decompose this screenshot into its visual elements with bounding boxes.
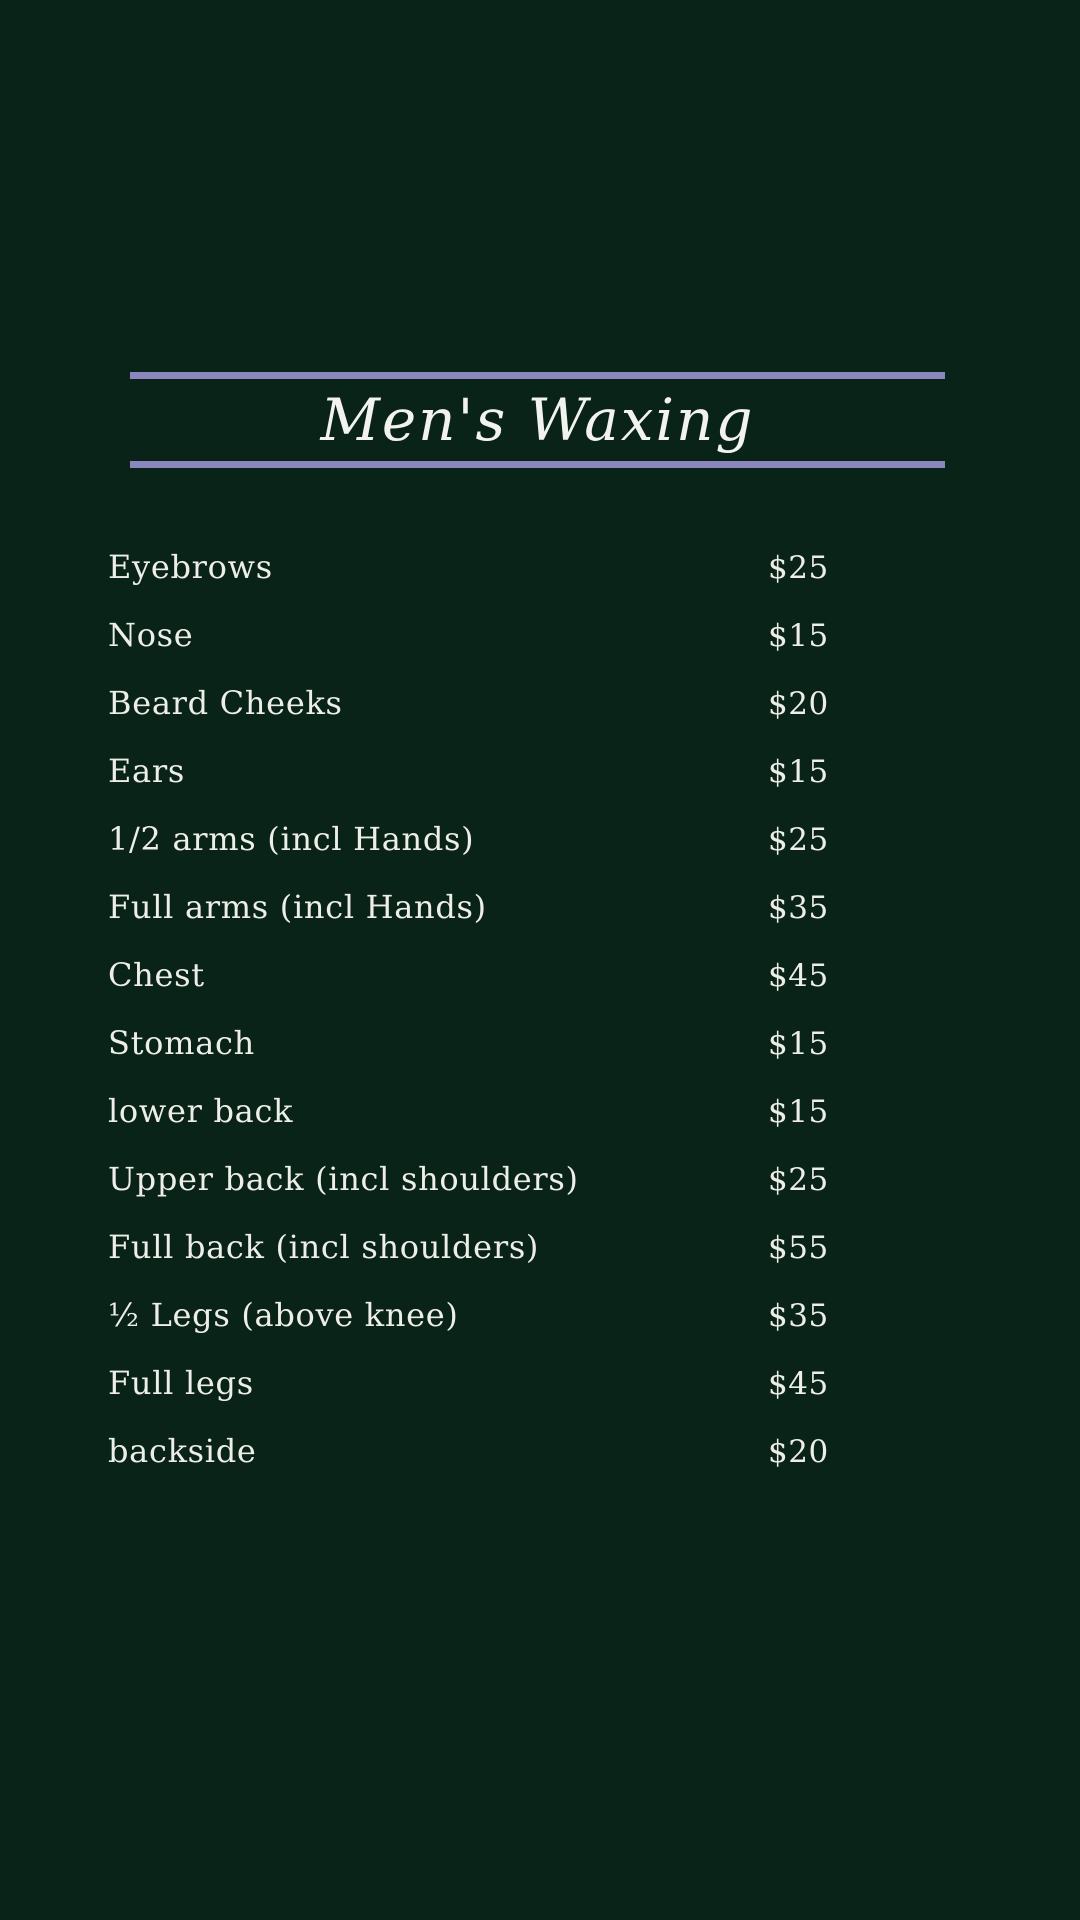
service-price: $20 (768, 686, 829, 722)
list-item (108, 1024, 878, 1092)
list-item (108, 1228, 878, 1296)
service-price: $20 (768, 1434, 829, 1470)
title-rule-bottom (130, 461, 945, 468)
service-price: $15 (768, 618, 829, 654)
service-price: $25 (768, 1162, 829, 1198)
list-item (108, 616, 878, 684)
title-rule-top (130, 372, 945, 379)
service-name: lower back (108, 1092, 294, 1130)
title-inner (130, 379, 945, 461)
list-item (108, 1364, 878, 1432)
service-price: $15 (768, 754, 829, 790)
service-price: $45 (768, 1366, 829, 1402)
service-name: Stomach (108, 1024, 255, 1062)
title-block (130, 372, 945, 468)
service-price: $25 (768, 550, 829, 586)
list-item (108, 684, 878, 752)
service-name: Nose (108, 616, 194, 654)
list-item (108, 548, 878, 616)
service-name: backside (108, 1432, 257, 1470)
list-item (108, 1160, 878, 1228)
list-item (108, 888, 878, 956)
list-item (108, 956, 878, 1024)
list-item (108, 1092, 878, 1160)
service-name: Full legs (108, 1364, 254, 1402)
service-name: Beard Cheeks (108, 684, 343, 722)
list-item (108, 752, 878, 820)
service-price: $25 (768, 822, 829, 858)
service-name: 1/2 arms (incl Hands) (108, 820, 475, 858)
list-item (108, 820, 878, 888)
list-item (108, 1432, 878, 1500)
service-name: Eyebrows (108, 548, 273, 586)
service-price: $55 (768, 1230, 829, 1266)
service-list (108, 548, 878, 1500)
service-name: Ears (108, 752, 185, 790)
page-title: Men's Waxing (320, 386, 755, 454)
service-price: $35 (768, 1298, 829, 1334)
service-name: Chest (108, 956, 205, 994)
service-name: Upper back (incl shoulders) (108, 1160, 579, 1198)
service-name: ½ Legs (above knee) (108, 1296, 459, 1334)
list-item (108, 1296, 878, 1364)
service-price: $35 (768, 890, 829, 926)
service-price: $15 (768, 1026, 829, 1062)
service-name: Full back (incl shoulders) (108, 1228, 540, 1266)
service-price: $45 (768, 958, 829, 994)
service-name: Full arms (incl Hands) (108, 888, 487, 926)
service-price: $15 (768, 1094, 829, 1130)
